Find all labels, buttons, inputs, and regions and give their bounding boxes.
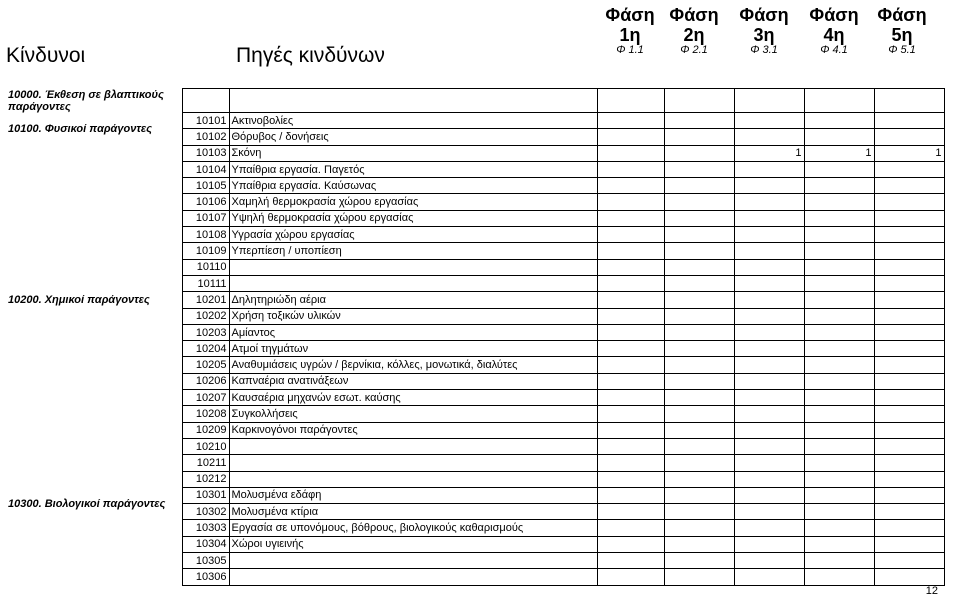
phase-3-cell bbox=[734, 227, 804, 243]
category-spacer bbox=[6, 471, 182, 487]
category-spacer bbox=[6, 357, 182, 373]
phase-1-cell bbox=[597, 145, 664, 161]
phase-4-cell bbox=[804, 406, 874, 422]
phase-4-cell bbox=[804, 341, 874, 357]
phase-1-cell bbox=[597, 292, 664, 308]
phase-3-cell bbox=[734, 487, 804, 503]
table-row bbox=[6, 178, 944, 194]
category-spacer bbox=[6, 553, 182, 569]
phase-1-cell bbox=[597, 390, 664, 406]
phase-2-cell bbox=[664, 145, 734, 161]
page-number: 12 bbox=[925, 585, 938, 597]
table-row bbox=[6, 227, 944, 243]
phase-1-cell bbox=[597, 422, 664, 438]
risk-code: 10202 bbox=[182, 308, 229, 324]
phase-1-cell bbox=[597, 178, 664, 194]
phase-4-cell bbox=[804, 194, 874, 210]
phase-1-cell bbox=[597, 129, 664, 145]
risk-source-description: Καυσαέρια μηχανών εσωτ. καύσης bbox=[229, 390, 597, 406]
phase-3-cell: 1 bbox=[734, 145, 804, 161]
phase-4-cell bbox=[804, 487, 874, 503]
phase-1-cell bbox=[597, 210, 664, 226]
phase-5-cell bbox=[874, 324, 944, 340]
phase-header-4: Φάση 4η bbox=[809, 5, 859, 45]
header-sources-title: Πηγές κινδύνων bbox=[236, 44, 385, 67]
table-row bbox=[6, 113, 944, 129]
risk-code: 10204 bbox=[182, 341, 229, 357]
risk-code: 10207 bbox=[182, 390, 229, 406]
phase-5-cell bbox=[874, 373, 944, 389]
phase-3-cell bbox=[734, 113, 804, 129]
phase-4-cell bbox=[804, 536, 874, 552]
phase-5-cell bbox=[874, 113, 944, 129]
risk-code: 10104 bbox=[182, 161, 229, 177]
risk-source-description: Καπναέρια ανατινάξεων bbox=[229, 373, 597, 389]
risk-code: 10208 bbox=[182, 406, 229, 422]
table-row bbox=[6, 487, 944, 503]
risk-code: 10206 bbox=[182, 373, 229, 389]
phase-2-cell bbox=[664, 113, 734, 129]
phase-5-cell bbox=[874, 390, 944, 406]
phase-5-cell bbox=[874, 259, 944, 275]
table-row bbox=[6, 210, 944, 226]
phase-1-cell bbox=[597, 373, 664, 389]
phase-3-cell bbox=[734, 455, 804, 471]
risk-source-description: Υπερπίεση / υποπίεση bbox=[229, 243, 597, 259]
phase-3-cell bbox=[734, 210, 804, 226]
phase-4-cell bbox=[804, 471, 874, 487]
phase-5-cell bbox=[874, 553, 944, 569]
phase-4-cell bbox=[804, 308, 874, 324]
phase-4-cell bbox=[804, 275, 874, 291]
table-row bbox=[6, 145, 944, 161]
risk-code: 10205 bbox=[182, 357, 229, 373]
phase-1-cell bbox=[597, 341, 664, 357]
phase-2-cell bbox=[664, 341, 734, 357]
phase-2-cell bbox=[664, 308, 734, 324]
phase-4-cell bbox=[804, 292, 874, 308]
risk-source-description: Χρήση τοξικών υλικών bbox=[229, 308, 597, 324]
phase-4-cell bbox=[804, 243, 874, 259]
risk-source-description bbox=[229, 438, 597, 454]
phase-sub-2: Φ 2.1 bbox=[680, 44, 708, 56]
category-label: 10100. Φυσικοί παράγοντες bbox=[8, 122, 152, 135]
risk-source-description: Μολυσμένα κτίρια bbox=[229, 504, 597, 520]
category-spacer bbox=[6, 259, 182, 275]
phase-2-cell bbox=[664, 422, 734, 438]
category-spacer bbox=[6, 422, 182, 438]
phase-1-cell bbox=[597, 243, 664, 259]
table-row bbox=[6, 292, 944, 308]
phase-1-cell bbox=[597, 227, 664, 243]
category-spacer bbox=[6, 438, 182, 454]
phase-2-cell bbox=[664, 357, 734, 373]
phase-3-cell bbox=[734, 194, 804, 210]
risk-code: 10108 bbox=[182, 227, 229, 243]
phase-2-cell bbox=[664, 471, 734, 487]
phase-2-cell bbox=[664, 373, 734, 389]
risk-code: 10106 bbox=[182, 194, 229, 210]
risk-code: 10304 bbox=[182, 536, 229, 552]
category-spacer bbox=[6, 373, 182, 389]
phase-4-cell bbox=[804, 422, 874, 438]
phase-5-cell bbox=[874, 471, 944, 487]
phase-2-cell bbox=[664, 210, 734, 226]
phase-2-cell bbox=[664, 520, 734, 536]
phase-1-cell bbox=[597, 406, 664, 422]
risk-source-description: Υγρασία χώρου εργασίας bbox=[229, 227, 597, 243]
risk-source-description bbox=[229, 275, 597, 291]
phase-2-cell bbox=[664, 569, 734, 585]
phase-2-cell bbox=[664, 438, 734, 454]
phase-header-1: Φάση 1η bbox=[605, 5, 655, 45]
phase-5-cell bbox=[874, 292, 944, 308]
risk-source-description: Δηλητηριώδη αέρια bbox=[229, 292, 597, 308]
table-row bbox=[6, 536, 944, 552]
table-row bbox=[6, 243, 944, 259]
phase-5-cell bbox=[874, 308, 944, 324]
risk-source-description bbox=[229, 553, 597, 569]
phase-sub-1: Φ 1.1 bbox=[616, 44, 644, 56]
phase-2-cell bbox=[664, 129, 734, 145]
phase-2-cell bbox=[664, 536, 734, 552]
risk-source-description: Σκόνη bbox=[229, 145, 597, 161]
category-spacer bbox=[6, 406, 182, 422]
risk-code: 10210 bbox=[182, 438, 229, 454]
risk-source-description: Ακτινοβολίες bbox=[229, 113, 597, 129]
phase-sub-5: Φ 5.1 bbox=[888, 44, 916, 56]
phase-3-cell bbox=[734, 373, 804, 389]
table-row bbox=[6, 324, 944, 340]
phase-3-cell bbox=[734, 390, 804, 406]
risk-source-description bbox=[229, 259, 597, 275]
phase-4-cell bbox=[804, 520, 874, 536]
phase-1-cell bbox=[597, 259, 664, 275]
phase-1-cell bbox=[597, 487, 664, 503]
phase-header-5: Φάση 5η bbox=[877, 5, 927, 45]
category-spacer bbox=[6, 520, 182, 536]
phase-4-cell bbox=[804, 504, 874, 520]
phase-header-2: Φάση 2η bbox=[669, 5, 719, 45]
phase-2-cell bbox=[664, 243, 734, 259]
phase-5-cell bbox=[874, 341, 944, 357]
phase-5-cell bbox=[874, 194, 944, 210]
phase-1-cell bbox=[597, 455, 664, 471]
phase-3-cell bbox=[734, 161, 804, 177]
phase-2-cell bbox=[664, 292, 734, 308]
phase-2-cell bbox=[664, 455, 734, 471]
category-spacer bbox=[6, 275, 182, 291]
category-spacer bbox=[6, 324, 182, 340]
risk-source-description bbox=[229, 455, 597, 471]
category-spacer bbox=[6, 536, 182, 552]
table-row bbox=[6, 308, 944, 324]
phase-3-cell bbox=[734, 438, 804, 454]
category-spacer bbox=[6, 194, 182, 210]
phase-1-cell bbox=[597, 504, 664, 520]
phase-1-cell bbox=[597, 357, 664, 373]
phase-5-cell: 1 bbox=[874, 145, 944, 161]
table-row bbox=[6, 373, 944, 389]
risk-code: 10201 bbox=[182, 292, 229, 308]
risk-code: 10111 bbox=[182, 275, 229, 291]
phase-1-cell bbox=[597, 161, 664, 177]
phase-2-cell bbox=[664, 275, 734, 291]
risk-source-description: Υπαίθρια εργασία. Παγετός bbox=[229, 161, 597, 177]
phase-1-cell bbox=[597, 471, 664, 487]
phase-3-cell bbox=[734, 259, 804, 275]
phase-1-cell bbox=[597, 536, 664, 552]
phase-3-cell bbox=[734, 520, 804, 536]
phase-3-cell bbox=[734, 308, 804, 324]
phase-5-cell bbox=[874, 406, 944, 422]
risk-code: 10302 bbox=[182, 504, 229, 520]
phase-1-cell bbox=[597, 324, 664, 340]
hazard-table bbox=[6, 88, 945, 586]
phase-2-cell bbox=[664, 553, 734, 569]
risk-source-description: Ατμοί τηγμάτων bbox=[229, 341, 597, 357]
phase-sub-3: Φ 3.1 bbox=[750, 44, 778, 56]
table-row bbox=[6, 194, 944, 210]
phase-5-cell bbox=[874, 438, 944, 454]
phase-4-cell bbox=[804, 259, 874, 275]
top-category-label: 10000. Έκθεση σε βλαπτικούς παράγοντες bbox=[8, 88, 164, 113]
risk-code: 10105 bbox=[182, 178, 229, 194]
phase-5-cell bbox=[874, 536, 944, 552]
phase-4-cell bbox=[804, 227, 874, 243]
risk-code: 10212 bbox=[182, 471, 229, 487]
table-row bbox=[6, 553, 944, 569]
phase-4-cell bbox=[804, 438, 874, 454]
phase-4-cell bbox=[804, 113, 874, 129]
risk-code: 10211 bbox=[182, 455, 229, 471]
risk-source-description: Αμίαντος bbox=[229, 324, 597, 340]
phase-3-cell bbox=[734, 341, 804, 357]
phase-sub-4: Φ 4.1 bbox=[820, 44, 848, 56]
phase-4-cell bbox=[804, 569, 874, 585]
header-risks-title: Κίνδυνοι bbox=[6, 44, 86, 67]
hazard-table-body bbox=[6, 89, 944, 586]
phase-3-cell bbox=[734, 553, 804, 569]
table-row bbox=[6, 357, 944, 373]
phase-3-cell bbox=[734, 422, 804, 438]
risk-code: 10109 bbox=[182, 243, 229, 259]
phase-4-cell bbox=[804, 455, 874, 471]
phase-2-cell bbox=[664, 194, 734, 210]
phase-3-cell bbox=[734, 243, 804, 259]
phase-1-cell bbox=[597, 438, 664, 454]
category-label: 10200. Χημικοί παράγοντες bbox=[8, 293, 150, 306]
risk-code: 10101 bbox=[182, 113, 229, 129]
table-row bbox=[6, 471, 944, 487]
category-spacer bbox=[6, 341, 182, 357]
phase-5-cell bbox=[874, 504, 944, 520]
phase-1-cell bbox=[597, 113, 664, 129]
table-row bbox=[6, 438, 944, 454]
phase-3-cell bbox=[734, 324, 804, 340]
phase-1-cell bbox=[597, 275, 664, 291]
table-row bbox=[6, 455, 944, 471]
phase-2-cell bbox=[664, 504, 734, 520]
phase-5-cell bbox=[874, 487, 944, 503]
phase-2-cell bbox=[664, 259, 734, 275]
category-spacer bbox=[6, 243, 182, 259]
phase-5-cell bbox=[874, 275, 944, 291]
phase-4-cell bbox=[804, 161, 874, 177]
phase-5-cell bbox=[874, 569, 944, 585]
phase-5-cell bbox=[874, 357, 944, 373]
phase-4-cell bbox=[804, 390, 874, 406]
risk-code: 10209 bbox=[182, 422, 229, 438]
phase-header-3: Φάση 3η bbox=[739, 5, 789, 45]
phase-3-cell bbox=[734, 129, 804, 145]
phase-2-cell bbox=[664, 390, 734, 406]
phase-4-cell: 1 bbox=[804, 145, 874, 161]
risk-source-description: Εργασία σε υπονόμους, βόθρους, βιολογικούς καθαρισμούς bbox=[229, 520, 597, 536]
phase-4-cell bbox=[804, 178, 874, 194]
risk-source-description: Χαμηλή θερμοκρασία χώρου εργασίας bbox=[229, 194, 597, 210]
phase-4-cell bbox=[804, 129, 874, 145]
phase-3-cell bbox=[734, 536, 804, 552]
phase-5-cell bbox=[874, 243, 944, 259]
phase-3-cell bbox=[734, 292, 804, 308]
table-row bbox=[6, 406, 944, 422]
phase-4-cell bbox=[804, 373, 874, 389]
phase-1-cell bbox=[597, 194, 664, 210]
phase-4-cell bbox=[804, 210, 874, 226]
phase-3-cell bbox=[734, 569, 804, 585]
phase-1-cell bbox=[597, 520, 664, 536]
phase-3-cell bbox=[734, 406, 804, 422]
phase-2-cell bbox=[664, 227, 734, 243]
risk-code: 10107 bbox=[182, 210, 229, 226]
risk-source-description: Υπαίθρια εργασία. Καύσωνας bbox=[229, 178, 597, 194]
risk-source-description bbox=[229, 471, 597, 487]
phase-5-cell bbox=[874, 422, 944, 438]
table-row bbox=[6, 422, 944, 438]
risk-source-description: Μολυσμένα εδάφη bbox=[229, 487, 597, 503]
risk-code: 10306 bbox=[182, 569, 229, 585]
table-row bbox=[6, 390, 944, 406]
phase-3-cell bbox=[734, 471, 804, 487]
category-spacer bbox=[6, 569, 182, 585]
phase-2-cell bbox=[664, 324, 734, 340]
phase-3-cell bbox=[734, 178, 804, 194]
risk-source-description: Συγκολλήσεις bbox=[229, 406, 597, 422]
table-row bbox=[6, 275, 944, 291]
phase-1-cell bbox=[597, 308, 664, 324]
risk-code: 10305 bbox=[182, 553, 229, 569]
category-spacer bbox=[6, 227, 182, 243]
category-spacer bbox=[6, 178, 182, 194]
phase-4-cell bbox=[804, 324, 874, 340]
table-row bbox=[6, 341, 944, 357]
category-spacer bbox=[6, 308, 182, 324]
category-spacer bbox=[6, 455, 182, 471]
phase-5-cell bbox=[874, 178, 944, 194]
risk-code: 10102 bbox=[182, 129, 229, 145]
risk-code: 10203 bbox=[182, 324, 229, 340]
phase-3-cell bbox=[734, 275, 804, 291]
phase-5-cell bbox=[874, 210, 944, 226]
table-row bbox=[6, 520, 944, 536]
risk-source-description: Χώροι υγιεινής bbox=[229, 536, 597, 552]
risk-code: 10110 bbox=[182, 259, 229, 275]
phase-5-cell bbox=[874, 129, 944, 145]
phase-1-cell bbox=[597, 553, 664, 569]
table-row bbox=[6, 161, 944, 177]
phase-2-cell bbox=[664, 406, 734, 422]
risk-source-description: Θόρυβος / δονήσεις bbox=[229, 129, 597, 145]
risk-source-description: Καρκινογόνοι παράγοντες bbox=[229, 422, 597, 438]
phase-2-cell bbox=[664, 487, 734, 503]
category-spacer bbox=[6, 210, 182, 226]
risk-source-description bbox=[229, 569, 597, 585]
phase-5-cell bbox=[874, 161, 944, 177]
category-spacer bbox=[6, 145, 182, 161]
table-row bbox=[6, 569, 944, 585]
risk-code: 10103 bbox=[182, 145, 229, 161]
phase-5-cell bbox=[874, 227, 944, 243]
phase-2-cell bbox=[664, 161, 734, 177]
phase-5-cell bbox=[874, 455, 944, 471]
risk-source-description: Αναθυμιάσεις υγρών / βερνίκια, κόλλες, μονωτικά, διαλύτες bbox=[229, 357, 597, 373]
category-label: 10300. Βιολογικοί παράγοντες bbox=[8, 497, 166, 510]
category-spacer bbox=[6, 161, 182, 177]
phase-2-cell bbox=[664, 178, 734, 194]
risk-code: 10301 bbox=[182, 487, 229, 503]
phase-4-cell bbox=[804, 553, 874, 569]
phase-1-cell bbox=[597, 569, 664, 585]
risk-source-description: Υψηλή θερμοκρασία χώρου εργασίας bbox=[229, 210, 597, 226]
phase-3-cell bbox=[734, 504, 804, 520]
top-category-row bbox=[6, 89, 944, 113]
phase-4-cell bbox=[804, 357, 874, 373]
phase-3-cell bbox=[734, 357, 804, 373]
category-spacer bbox=[6, 390, 182, 406]
table-row bbox=[6, 259, 944, 275]
risk-code: 10303 bbox=[182, 520, 229, 536]
phase-5-cell bbox=[874, 520, 944, 536]
